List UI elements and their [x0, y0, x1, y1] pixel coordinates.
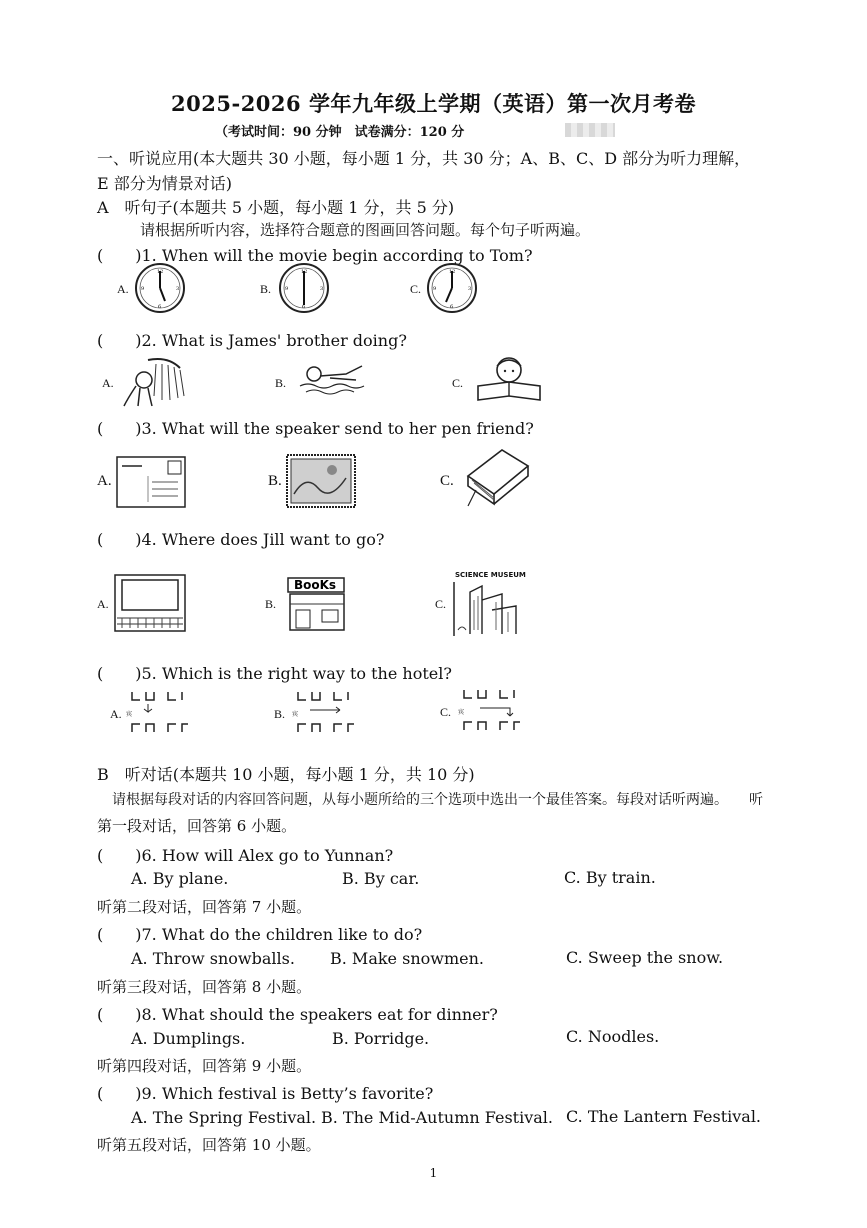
dialogue-4-note: 听第四段对话，回答第 9 小题。: [97, 1057, 312, 1075]
svg-text:6: 6: [302, 304, 306, 310]
blurred-watermark: [565, 123, 615, 137]
book-icon: [462, 446, 532, 512]
dialogue-3-note: 听第三段对话，回答第 8 小题。: [97, 978, 312, 996]
part-b-instruction-cont: 第一段对话，回答第 6 小题。: [97, 817, 297, 835]
svg-text:6: 6: [158, 304, 162, 310]
svg-text:宾: 宾: [458, 709, 465, 716]
svg-text:宾: 宾: [126, 711, 133, 718]
q2-label-b: B.: [275, 376, 287, 390]
question-7: ( )7. What do the children like to do?: [97, 925, 423, 944]
q1-label-c: C.: [410, 282, 422, 296]
q2-label-c: C.: [452, 376, 464, 390]
q3-label-b: B.: [268, 473, 282, 489]
q8-option-a: A. Dumplings.: [131, 1029, 246, 1048]
svg-text:3: 3: [320, 286, 324, 292]
svg-text:6: 6: [450, 304, 454, 310]
q5-label-c: C.: [440, 705, 452, 719]
q4-label-c: C.: [435, 597, 447, 611]
svg-text:3: 3: [176, 286, 180, 292]
museum-sign: SCIENCE MUSEUM: [455, 571, 526, 579]
dialogue-2-note: 听第二段对话，回答第 7 小题。: [97, 898, 312, 916]
q1-label-a: A.: [117, 282, 129, 296]
page-number: 1: [429, 1166, 438, 1180]
exam-info: （考试时间：90 分钟 试卷满分：120 分: [215, 125, 465, 140]
question-2: ( )2. What is James' brother doing?: [97, 331, 407, 350]
question-5: ( )5. Which is the right way to the hotel?: [97, 664, 452, 683]
question-9: ( )9. Which festival is Betty’s favorite?: [97, 1084, 434, 1103]
q6-option-a: A. By plane.: [131, 869, 229, 888]
question-4: ( )4. Where does Jill want to go?: [97, 530, 385, 549]
svg-text:宾: 宾: [292, 711, 299, 718]
q7-option-c: C. Sweep the snow.: [566, 948, 724, 967]
route-map-c: [456, 686, 528, 734]
bookstore-icon: [284, 574, 356, 632]
shower-person-icon: [118, 356, 190, 408]
section-heading-cont: E 部分为情景对话): [97, 174, 233, 193]
q3-label-a: A.: [97, 473, 112, 489]
clock-icon-c: [424, 261, 484, 315]
svg-text:9: 9: [285, 286, 289, 292]
museum-icon: [452, 580, 524, 638]
question-1: ( )1. When will the movie begin according to Tom?: [97, 246, 533, 265]
q1-label-b: B.: [260, 282, 272, 296]
part-a-instruction: 请根据所听内容，选择符合题意的图画回答问题。每个句子听两遍。: [140, 221, 591, 239]
reading-icon: [472, 354, 546, 404]
part-b-heading: B 听对话(本题共 10 小题，每小题 1 分，共 10 分): [97, 765, 475, 784]
q9-option-b: B. The Mid-Autumn Festival.: [321, 1108, 553, 1127]
q9-option-c: C. The Lantern Festival.: [566, 1107, 762, 1126]
q2-label-a: A.: [102, 376, 114, 390]
q5-label-a: A.: [110, 707, 122, 721]
cinema-icon: [114, 574, 186, 632]
q7-option-b: B. Make snowmen.: [330, 949, 484, 968]
q8-option-b: B. Porridge.: [332, 1029, 430, 1048]
q9-option-a: A. The Spring Festival.: [131, 1108, 317, 1127]
q5-label-b: B.: [274, 707, 286, 721]
question-8: ( )8. What should the speakers eat for dinner?: [97, 1005, 498, 1024]
picture-stamp-icon: [286, 454, 356, 508]
svg-text:3: 3: [468, 286, 472, 292]
question-6: ( )6. How will Alex go to Yunnan?: [97, 846, 394, 865]
clock-icon-b: [276, 261, 336, 315]
dialogue-5-note: 听第五段对话，回答第 10 小题。: [97, 1136, 321, 1154]
q7-option-a: A. Throw snowballs.: [131, 949, 295, 968]
q8-option-c: C. Noodles.: [566, 1027, 660, 1046]
section-heading: 一、听说应用(本大题共 30 小题，每小题 1 分，共 30 分；A、B、C、D 部分为听力理解，: [97, 149, 751, 168]
svg-text:12: 12: [301, 269, 308, 275]
part-a-heading: A 听句子(本题共 5 小题，每小题 1 分，共 5 分): [97, 198, 455, 217]
q6-option-b: B. By car.: [342, 869, 420, 888]
q3-label-c: C.: [440, 473, 454, 489]
page-title: 2025-2026 学年九年级上学期（英语）第一次月考卷: [171, 91, 696, 116]
postcard-icon: [116, 456, 186, 508]
svg-text:BooKs: BooKs: [294, 578, 337, 592]
q6-option-c: C. By train.: [564, 868, 656, 887]
route-map-b: [290, 688, 362, 736]
svg-text:9: 9: [141, 286, 145, 292]
svg-text:12: 12: [449, 269, 456, 275]
svg-text:12: 12: [157, 269, 164, 275]
svg-text:9: 9: [433, 286, 437, 292]
question-3: ( )3. What will the speaker send to her pen friend?: [97, 419, 534, 438]
q4-label-a: A.: [97, 597, 109, 611]
swimming-icon: [296, 362, 368, 396]
route-map-a: [124, 688, 196, 736]
part-b-instruction: 请根据每段对话的内容回答问题，从每小题所给的三个选项中选出一个最佳答案。每段对话听两遍。 听: [112, 792, 763, 808]
clock-icon-a: [132, 261, 192, 315]
q4-label-b: B.: [265, 597, 277, 611]
